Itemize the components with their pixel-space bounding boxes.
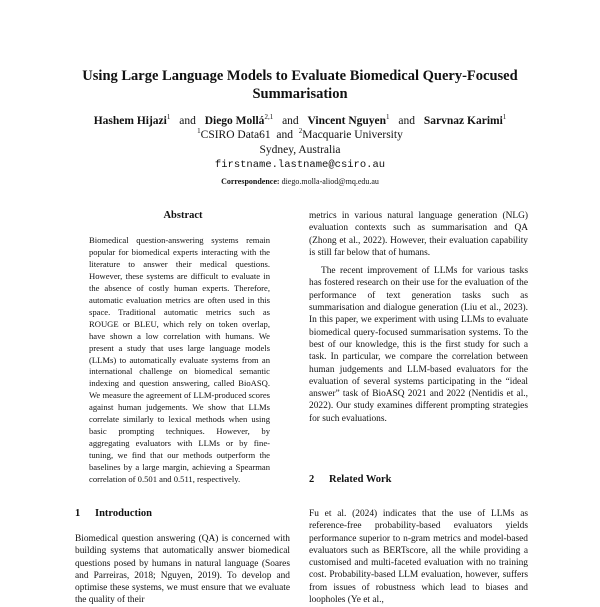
section-heading-related-work — [309, 474, 392, 485]
section-title: Introduction — [95, 508, 152, 519]
introduction-text: Biomedical question answering (QA) is concerned with building systems that automatically answer biomedical questions posed by humans in natural language (Soares and Parreiras, 2018; Nguyen, 2019). To develop and optimise these systems, we must ensure that we evaluate the quality of their — [75, 534, 290, 606]
correspondence — [40, 176, 560, 187]
paragraph: The recent improvement of LLMs for various tasks has fostered research on their use for the evaluation of the performance of text generation tasks such as summarisation and dialogue generation (Liu et al., 2023). In this paper, we experiment with using LLMs to evaluate biomedical query-focused summarisation systems. To the best of our knowledge, this is the first study for such a task. In particular, we compare the correlation between human judgements and LLM-based evaluators for the evaluation of several systems participating in the “ideal answer” task of BioASQ 2021 and 2022 (Nentidis et al., 2022). Our study examines different prompting strategies for such evaluations. — [309, 266, 528, 424]
author-affiliation-mark: 1 — [166, 113, 171, 122]
affiliation-city: Sydney, Australia — [259, 144, 341, 156]
section-title: Related Work — [329, 474, 392, 485]
affiliation-mark: 2 — [298, 127, 303, 136]
section-number: 1 — [75, 508, 81, 519]
paragraph: metrics in various natural language generation (NLG) evaluation contexts such as summarisation and QA (Zhong et al., 2022). However, their evaluation capability is still far below that of humans. — [309, 211, 528, 258]
section-number: 2 — [309, 474, 315, 485]
author-affiliation-mark: 1 — [502, 113, 507, 122]
author-name: Hashem Hijazi — [93, 115, 167, 127]
paper-title: Using Large Language Models to Evaluate Biomedical Query-Focused Summarisation — [82, 68, 518, 102]
affiliation-mark: 1 — [197, 127, 201, 136]
abstract-heading: Abstract — [163, 210, 203, 221]
affiliation-csiro: CSIRO Data61 — [200, 129, 271, 141]
author-affiliation-mark: 2,1 — [264, 113, 274, 122]
correspondence-email[interactable]: diego.molla-aliod@mq.edu.au — [281, 177, 379, 186]
author-connector: and — [282, 115, 299, 127]
author-name: Vincent Nguyen — [307, 115, 387, 127]
abstract-text: Biomedical question-answering systems remain popular for biomedical experts interacting with the literature to answer their medical questions. However, these systems are difficult to evaluate in the absence of costly human experts. Therefore, automatic evaluation metrics are often used in this space. Traditional automatic metrics such as ROUGE or BLEU, which rely on token overlap, have shown a low correlation with humans. We present a study that uses large language models (LLMs) to automatically evaluate systems from an international challenge on biomedical semantic indexing and question answering, called BioASQ. We measure the agreement of LLM-produced scores against human judgements. We show that LLMs correlate similarly to lexical methods when using basic prompting techniques. However, by aggregating evaluators with LLMs or by fine-tuning, we find that our methods outperform the baselines by a large margin, achieving a Spearman correlation of 0.501 and 0.511, respectively. — [89, 235, 270, 485]
right-column-body — [309, 210, 528, 425]
author-connector: and — [398, 115, 416, 127]
related-work-text: Fu et al. (2024) indicates that the use of LLMs as reference-free probability-based evaluators yields performance superior to n-gram metrics and model-based evaluators such as BERTscore, all the while providing a customised and multi-faceted evaluation with no training cost. Probability-based LLM evaluation, however, suffers from issues of robustness which lead to biases and loopholes (Ye et al., — [309, 509, 528, 606]
author-name: Diego Mollá — [204, 115, 265, 127]
affiliation-macquarie: Macquarie University — [302, 129, 403, 141]
correspondence-label: Correspondence: — [221, 177, 280, 186]
author-email[interactable]: firstname.lastname@csiro.au — [214, 159, 386, 171]
author-affiliation-mark: 1 — [386, 113, 390, 122]
affiliation-connector: and — [276, 129, 293, 141]
section-heading-introduction — [75, 508, 152, 519]
author-connector: and — [179, 115, 196, 127]
author-name: Sarvnaz Karimi — [423, 115, 503, 127]
affiliations — [40, 128, 560, 143]
